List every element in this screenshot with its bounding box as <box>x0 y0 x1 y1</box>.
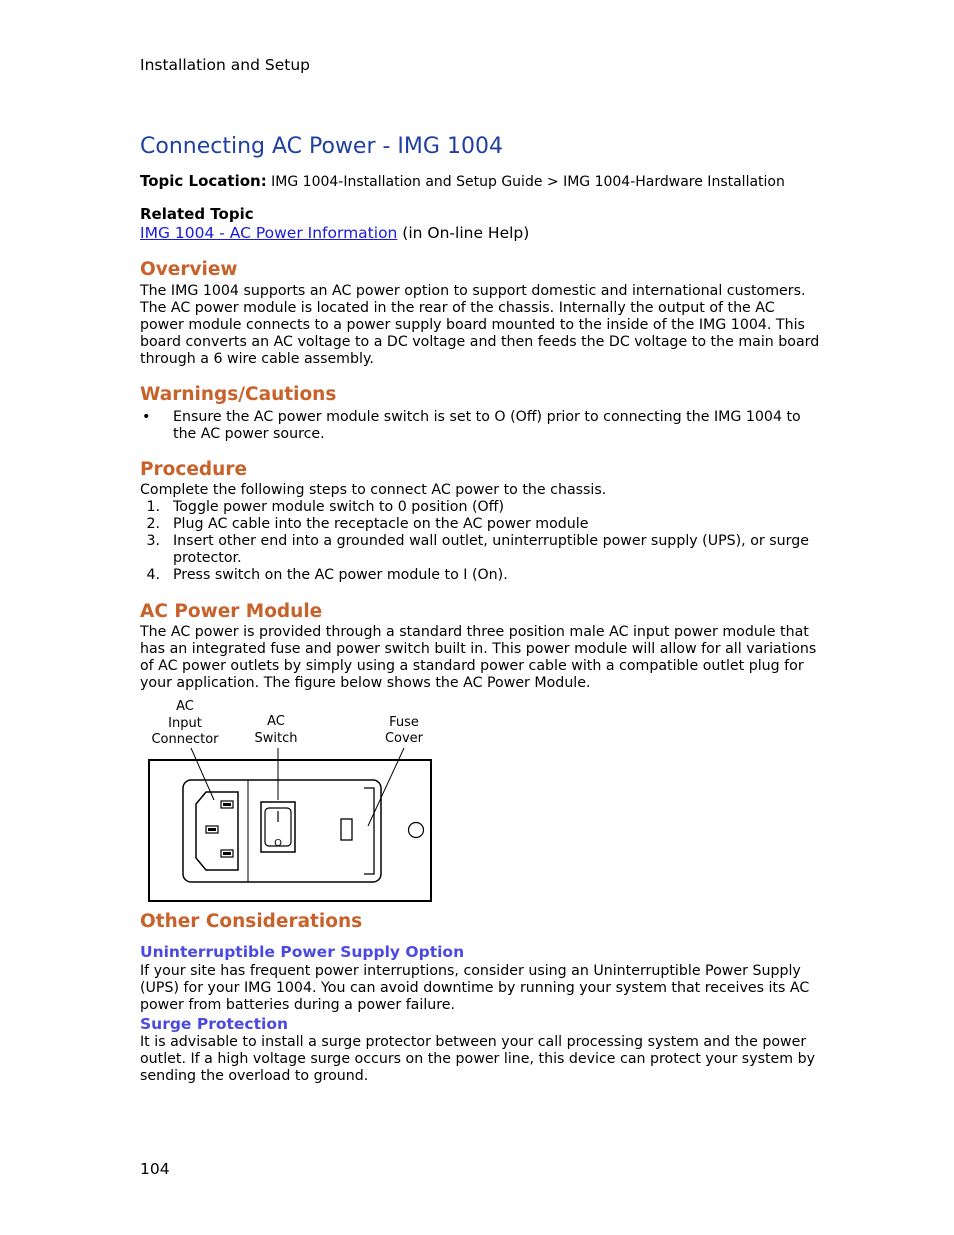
leader-ac-input <box>191 748 214 800</box>
list-item: 3. Insert other end into a grounded wall outlet, uninterruptible power supply (UPS), or surge protector. <box>146 533 809 566</box>
list-item: 2. Plug AC cable into the receptacle on the AC power module <box>146 516 589 532</box>
ac-module-heading: AC Power Module <box>140 601 323 622</box>
list-item: 1. Toggle power module switch to 0 position (Off) <box>146 499 504 515</box>
overview-text: The IMG 1004 supports an AC power option to support domestic and international customers. The AC power module is located in the rear of the chassis. Internally the output of the AC power module connects to a power supply board mounted to the inside of the IMG 1004. This board converts an AC voltage to a DC voltage and then feeds the DC voltage to the main board through a 6 wire cable assembly. <box>140 283 820 367</box>
label-ac-switch-line1: AC <box>267 714 285 729</box>
list-item: 4. Press switch on the AC power module to I (On). <box>146 567 508 583</box>
ac-module-text: The AC power is provided through a standard three position male AC input power module that has an integrated fuse and power switch built in. This power module will allow for all variations of AC power outlets by simply using a standard power cable with a compatible outlet plug for your application. The figure below shows the AC Power Module. <box>140 624 817 691</box>
related-topic-heading: Related Topic <box>140 205 254 223</box>
fuse-cover <box>364 788 374 874</box>
page-number: 104 <box>140 1160 170 1178</box>
other-considerations-heading: Other Considerations <box>140 911 363 932</box>
bullet-mark: • <box>142 409 151 425</box>
label-fuse-cover-line1: Fuse <box>389 715 419 730</box>
list-item: • Ensure the AC power module switch is set to O (Off) prior to connecting the IMG 1004 to the AC power source. <box>142 409 801 442</box>
procedure-intro: Complete the following steps to connect AC power to the chassis. <box>140 482 607 498</box>
procedure-heading: Procedure <box>140 459 247 480</box>
ups-text: If your site has frequent power interruptions, consider using an Uninterruptible Power Supply (UPS) for your IMG 1004. You can avoid downtime by running your system that receives its AC power from batteries during a power failure. <box>140 963 810 1013</box>
switch-off-mark: O <box>274 838 282 849</box>
fuse-slot <box>341 819 352 840</box>
related-topic-link[interactable]: IMG 1004 - AC Power Information <box>140 224 398 242</box>
warnings-list <box>140 409 820 443</box>
label-ac-switch-line2: Switch <box>254 731 298 746</box>
topic-location-label: Topic Location: <box>140 172 267 190</box>
page-title: Connecting AC Power - IMG 1004 <box>140 134 503 159</box>
warnings-heading: Warnings/Cautions <box>140 384 337 405</box>
procedure-steps <box>140 499 820 584</box>
label-ac-input-line1: AC <box>176 699 194 714</box>
overview-heading: Overview <box>140 259 238 280</box>
label-ac-input-line2: Input <box>168 716 202 731</box>
topic-location-value: IMG 1004-Installation and Setup Guide > IMG 1004-Hardware Installation <box>271 174 785 190</box>
label-fuse-cover-line2: Cover <box>384 731 424 746</box>
surge-text: It is advisable to install a surge protector between your call processing system and the power outlet. If a high voltage surge occurs on the power line, this device can protect your system by sending the overload to ground. <box>140 1034 816 1084</box>
mounting-hole <box>409 823 424 838</box>
ac-power-module-figure <box>146 696 436 906</box>
related-topic-suffix: (in On-line Help) <box>397 224 530 242</box>
topic-location <box>140 172 785 190</box>
ups-heading: Uninterruptible Power Supply Option <box>140 943 465 961</box>
related-topic-line <box>140 224 529 242</box>
label-ac-input-line3: Connector <box>151 732 219 747</box>
surge-heading: Surge Protection <box>140 1015 289 1033</box>
running-header: Installation and Setup <box>140 56 310 74</box>
